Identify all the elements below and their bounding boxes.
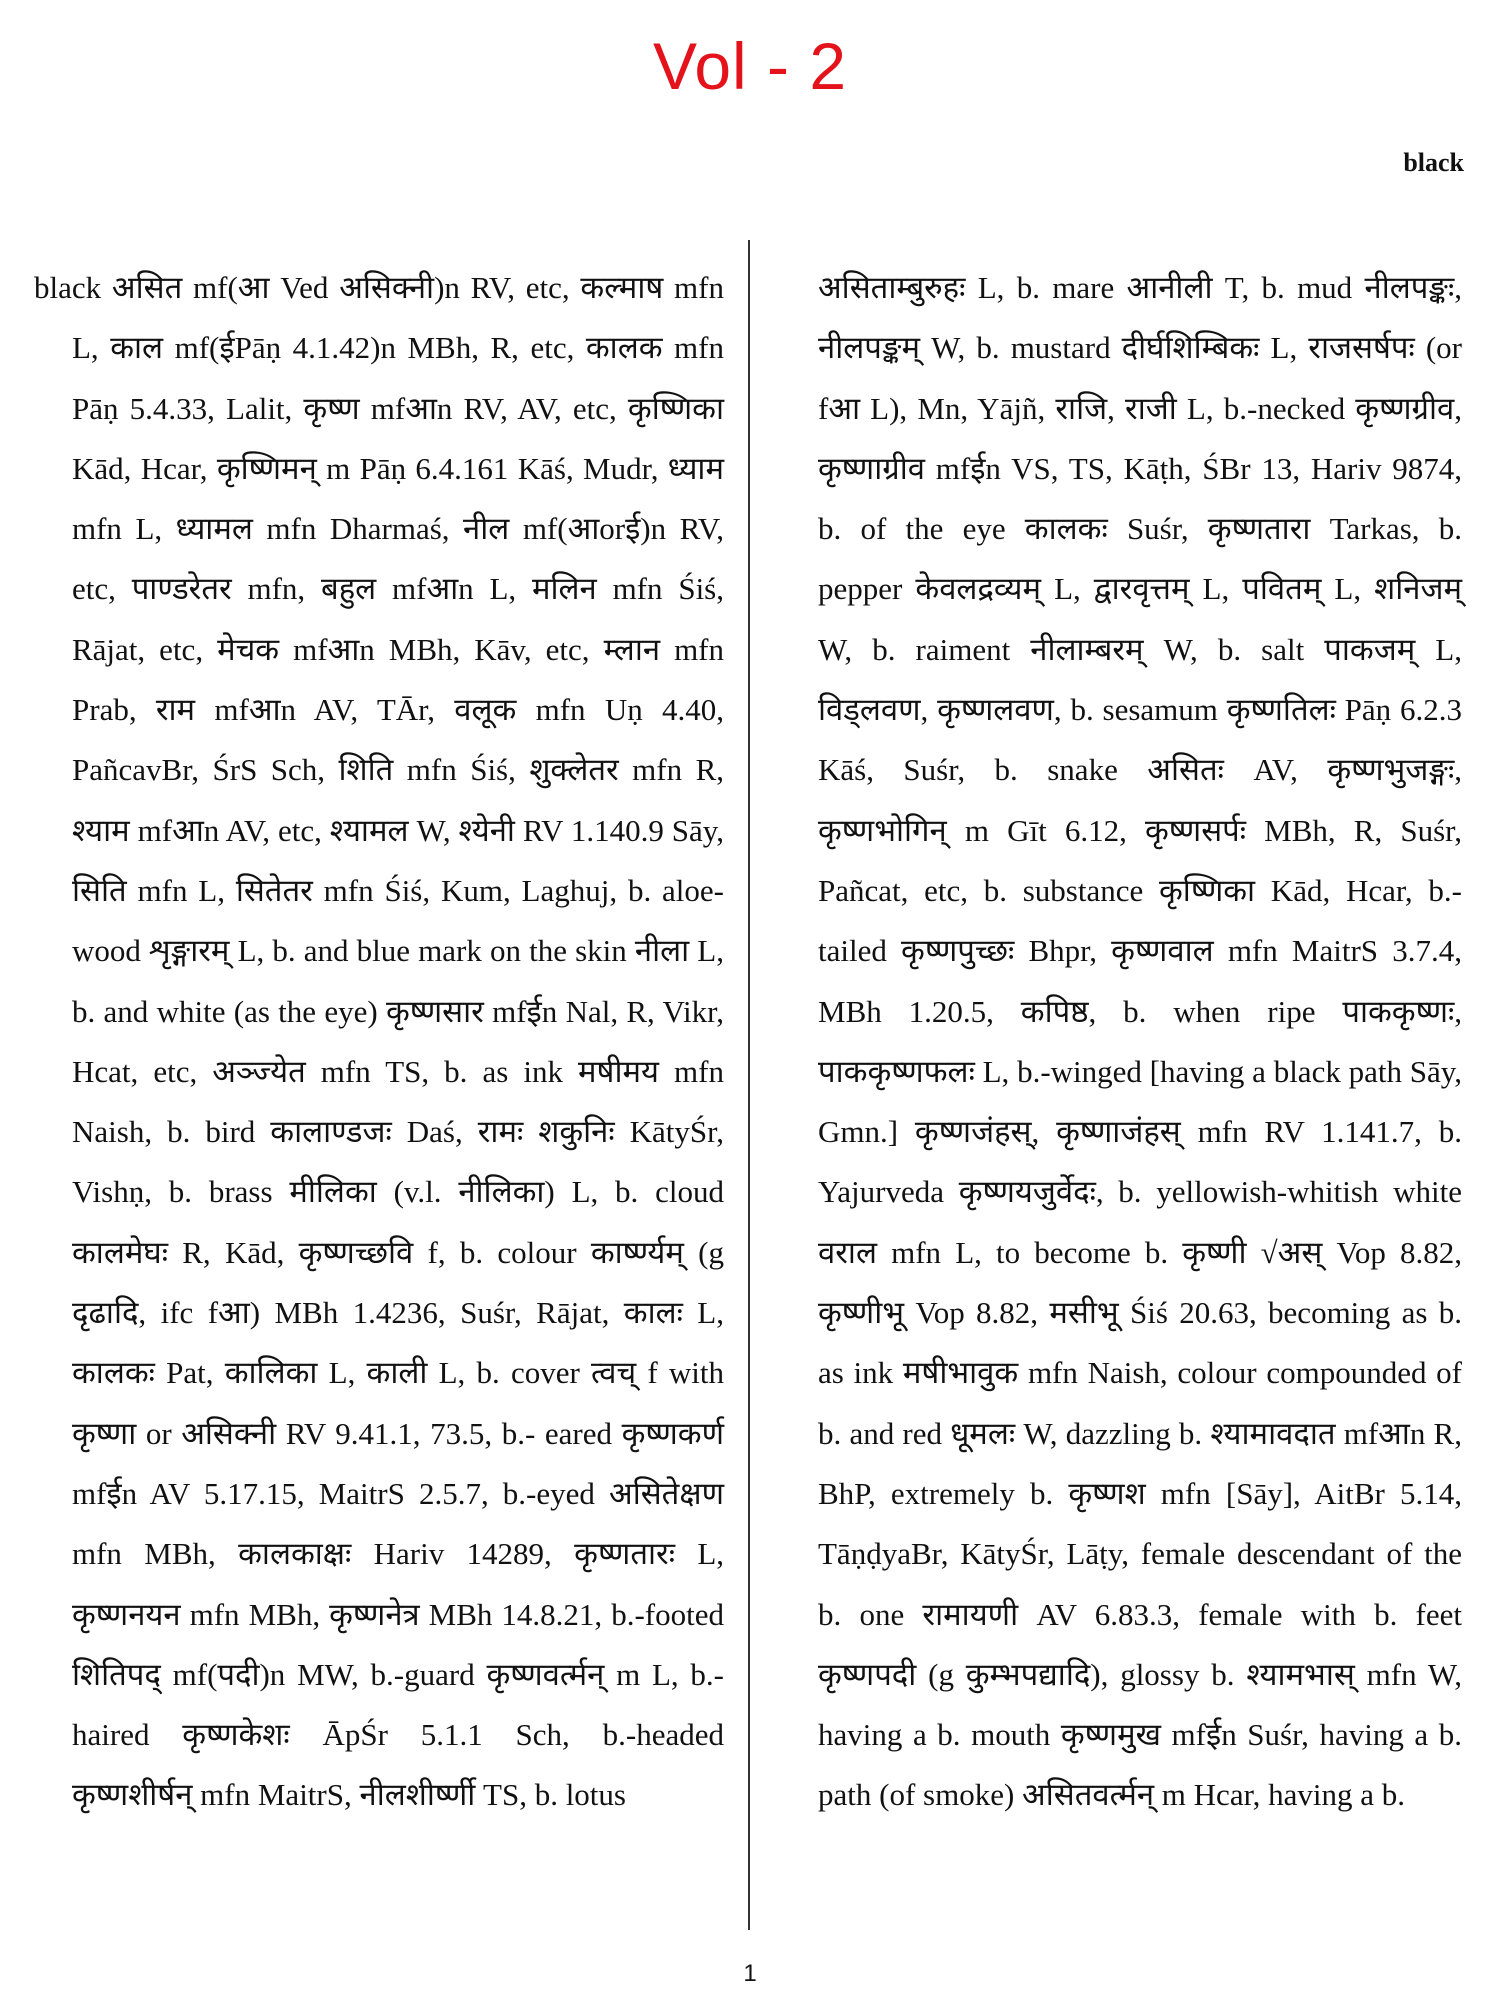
volume-title: Vol - 2 bbox=[652, 29, 848, 103]
right-column-text: असिताम्बुरुहः L, b. mare आनीली T, b. mud नीलपङ्कः, नीलपङ्कम् W, b. mustard दीर्घशिम्बिकः L, राजसर्षपः (or fआ L), Mn, Yājñ, राजि, राजी L, b.-necked कृष्णग्रीव, कृष्णाग्रीव mfईn VS, TS, Kāṭh, ŚBr 13, Hariv 9874, b. of the eye कालकः Suśr, कृष्णतारा Tarkas, b. pepper केवलद्रव्यम् L, द्वारवृत्तम् L, पवितम् L, शनिजम् W, b. raiment नीलाम्बरम् W, b. salt पाकजम् L, विड्लवण, कृष्णलवण, b. sesamum कृष्णतिलः Pāṇ 6.2.3 Kāś, Suśr, b. snake असितः AV, कृष्णभुजङ्गः, कृष्णभोगिन् m Gīt 6.12, कृष्णसर्पः MBh, R, Suśr, Pañcat, etc, b. substance कृष्णिका Kād, Hcar, b.-tailed कृष्णपुच्छः Bhpr, कृष्णवाल mfn MaitrS 3.7.4, MBh 1.20.5, कपिष्ठ, b. when ripe पाककृष्णः, पाककृष्णफलः L, b.-winged [having a black path Sāy, Gmn.] कृष्णजंहस्, कृष्णाजंहस् mfn RV 1.141.7, b. Yajurveda कृष्णयजुर्वेदः, b. yellowish-whitish white वराल mfn L, to become b. कृष्णी √अस् Vop 8.82, कृष्णीभू Vop 8.82, मसीभू Śiś 20.63, becoming as b. as ink मषीभावुक mfn Naish, colour compounded of b. and red धूमलः W, dazzling b. श्यामावदात mfआn R, BhP, extremely b. कृष्णश mfn [Sāy], AitBr 5.14, TāṇḍyaBr, KātyŚr, Lāṭy, female descendant of the b. one रामायणी AV 6.83.3, female with b. feet कृष्णपदी (g कुम्भपद्यादि), glossy b. श्यामभास् mfn W, having a b. mouth कृष्णमुख mfईn Suśr, having a b. path (of smoke) असितवर्त्मन् m Hcar, having a b. bbox=[818, 270, 1462, 1813]
column-divider bbox=[748, 240, 750, 1930]
left-column bbox=[34, 258, 724, 1826]
page-number: 1 bbox=[743, 1960, 757, 1987]
running-head: black bbox=[1403, 148, 1464, 177]
left-column-text: black असित mf(आ Ved असिक्नी)n RV, etc, कल्माष mfn L, काल mf(ईPāṇ 4.1.42)n MBh, R, etc, कालक mfn Pāṇ 5.4.33, Lalit, कृष्ण mfआn RV, AV, etc, कृष्णिका Kād, Hcar, कृष्णिमन् m Pāṇ 6.4.161 Kāś, Mudr, ध्याम mfn L, ध्यामल mfn Dharmaś, नील mf(आorई)n RV, etc, पाण्डरेतर mfn, बहुल mfआn L, मलिन mfn Śiś, Rājat, etc, मेचक mfआn MBh, Kāv, etc, म्लान mfn Prab, राम mfआn AV, TĀr, वलूक mfn Uṇ 4.40, PañcavBr, ŚrS Sch, शिति mfn Śiś, शुक्लेतर mfn R, श्याम mfआn AV, etc, श्यामल W, श्येनी RV 1.140.9 Sāy, सिति mfn L, सितेतर mfn Śiś, Kum, Laghuj, b. aloe-wood शृङ्गारम् L, b. and blue mark on the skin नीला L, b. and white (as the eye) कृष्णसार mfईn Nal, R, Vikr, Hcat, etc, अञ्ज्येत mfn TS, b. as ink मषीमय mfn Naish, b. bird कालाण्डजः Daś, रामः शकुनिः KātyŚr, Vishṇ, b. brass मीलिका (v.l. नीलिका) L, b. cloud कालमेघः R, Kād, कृष्णच्छवि f, b. colour कार्ष्ण्यम् (g दृढादि, ifc fआ) MBh 1.4236, Suśr, Rājat, कालः L, कालकः Pat, कालिका L, काली L, b. cover त्वच् f with कृष्णा or असिक्नी RV 9.41.1, 73.5, b.- eared कृष्णकर्ण mfईn AV 5.17.15, MaitrS 2.5.7, b.-eyed असितेक्षण mfn MBh, कालकाक्षः Hariv 14289, कृष्णतारः L, कृष्णनयन mfn MBh, कृष्णनेत्र MBh 14.8.21, b.-footed शितिपद् mf(पदी)n MW, b.-guard कृष्णवर्त्मन् m L, b.-haired कृष्णकेशः ĀpŚr 5.1.1 Sch, b.-headed कृष्णशीर्षन् mfn MaitrS, नीलशीर्ष्णी TS, b. lotus bbox=[34, 270, 724, 1813]
right-column bbox=[818, 258, 1462, 1826]
